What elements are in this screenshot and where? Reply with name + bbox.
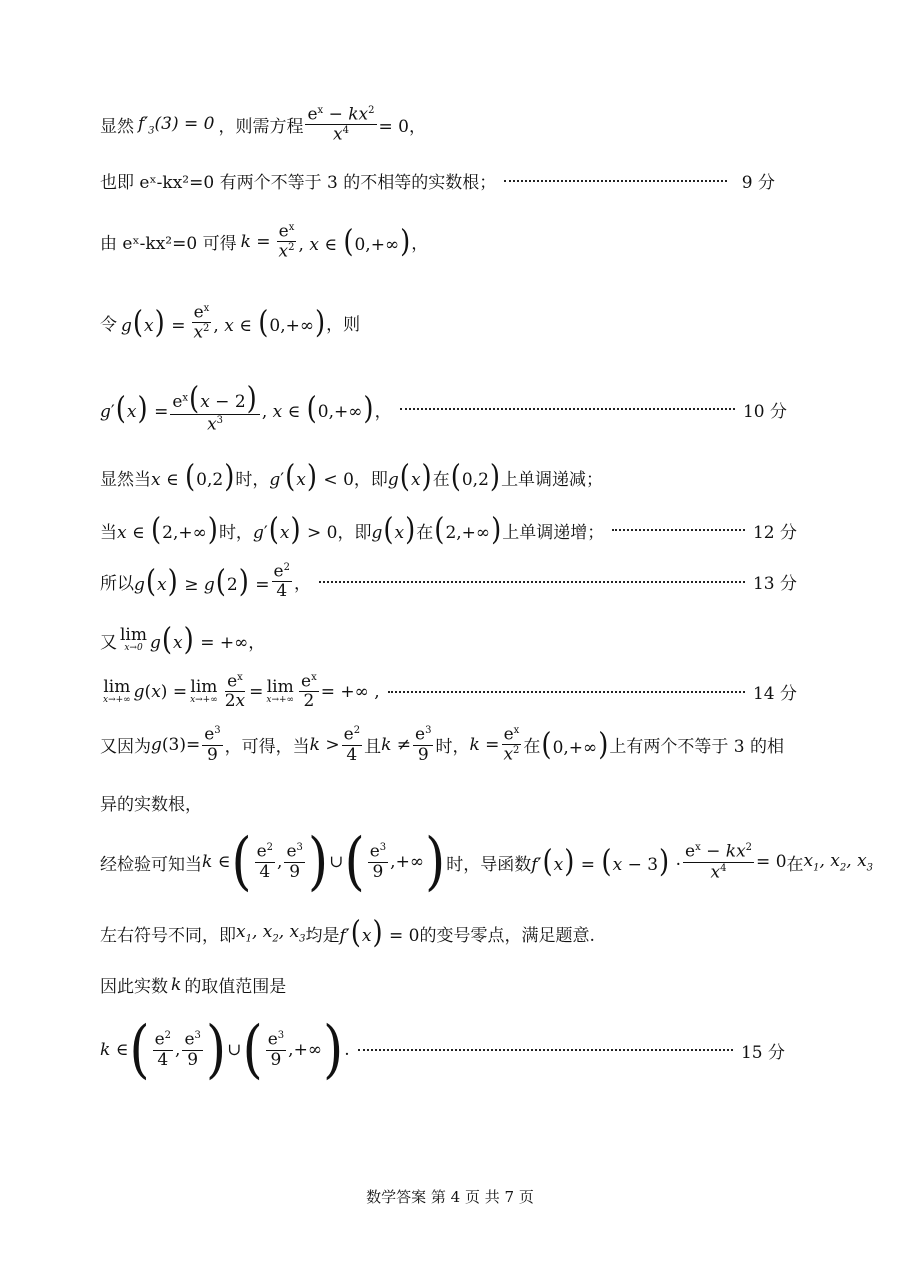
l7-ineq: g′(x) > 0	[252, 512, 338, 548]
l6-text3: ，即	[353, 469, 388, 490]
l5-score: 10 分	[742, 401, 787, 422]
l1-mid: ，则需方程	[218, 117, 304, 138]
l10-lim3: lim x→+∞	[266, 676, 295, 705]
l13-frac3: $\frac{e^3}{9}$	[369, 842, 387, 882]
l3-fraction: $\frac{e^x}{x^2}$	[278, 221, 295, 262]
l13-roots: $x_1$, $x_2$, $x_3$	[803, 850, 874, 874]
l6-text2: 时，	[235, 469, 270, 490]
l7-interval: (2,+∞)	[434, 512, 502, 548]
l4-suffix: ，则	[326, 315, 361, 336]
line-15	[100, 972, 286, 997]
l16-frac2: $\frac{e^3}{9}$	[184, 1030, 201, 1070]
l8-prefix: 所以	[100, 574, 134, 595]
l6-cond: x ∈ (0,2)	[151, 459, 235, 495]
l11-frac3: $\frac{e^3}{9}$	[415, 724, 432, 765]
l13-frac2: $\frac{e^3}{9}$	[286, 842, 303, 882]
l7-text1: 当	[100, 522, 117, 543]
l15-text1: 因此实数	[100, 977, 168, 997]
line-3	[100, 222, 428, 262]
l9-expr: g(x) = +∞	[150, 622, 249, 658]
l6-text4: 在	[432, 469, 450, 490]
line-8	[100, 562, 797, 601]
l6-g: g(x)	[387, 459, 432, 495]
l11-text2: ，可得，当	[224, 737, 310, 758]
l8-score: 13 分	[752, 574, 797, 595]
l4-fraction: $\frac{e^x}{x^2}$	[193, 302, 210, 343]
l13-zero: = 0	[756, 852, 787, 872]
l5-expr: g′(x) =	[100, 391, 169, 428]
l13-text2: 时，导函数	[446, 854, 532, 875]
l10-lim1: lim x→+∞	[103, 676, 131, 705]
l8-expr: g(x) ≥ g(2) =	[134, 563, 270, 600]
l10-lim2: lim x→+∞	[190, 676, 218, 705]
l11-interval: (0,+∞)	[541, 726, 609, 763]
l3-k: k =	[240, 231, 271, 252]
l4-prefix: 令	[100, 315, 117, 336]
line-11	[100, 725, 784, 765]
page-footer: 数学答案 第 4 页 共 7 页	[366, 1188, 534, 1206]
l13-text3: 在	[786, 854, 804, 875]
l6-text1: 显然当	[100, 469, 151, 490]
l9-prefix: 又	[100, 632, 117, 653]
l4-g: g(x) =	[121, 304, 186, 341]
line-1	[100, 105, 426, 145]
l11-g3: g(3)=	[151, 734, 201, 755]
line-4	[100, 303, 360, 343]
l10-frac1: $\frac{e^x}{2x}$	[224, 671, 246, 712]
l12-text: 异的实数根，	[100, 795, 202, 815]
l5-domain: , x ∈ (0,+∞)，	[261, 391, 392, 428]
l14-roots: $x_1$, $x_2$, $x_3$	[236, 921, 306, 945]
l13-k: k ∈	[202, 852, 231, 872]
line-16: k ∈ ( $\frac{e^2}{4}$ , $\frac{e^3}{9}$ ) ∪ ( $\frac{e^3}{9}$ ,+∞ ) . 15 分	[100, 1014, 785, 1086]
l11-text3: 且	[364, 737, 382, 758]
dot-leader	[400, 408, 735, 410]
l14-text1: 左右符号不同，即	[100, 925, 236, 946]
l15-k: k	[171, 974, 182, 995]
l5-fraction: $\frac{e^x(x - 2)}{x^3}$	[170, 385, 259, 434]
l11-text6: 上有两个不等于 3 的相	[609, 737, 784, 758]
l13-frac4: $\frac{e^x - kx^2}{x^4}$	[685, 841, 753, 883]
l1-suffix: = 0，	[378, 117, 426, 138]
line-13: 经检验可知当 k ∈ ( $\frac{e^2}{4}$ , $\frac{e^3}{9}$ ) ∪ ( $\frac{e^3}{9}$ ,+∞ ) 时，导函数 f′(x) = (x − 3) · $\frac{e^x - kx^2}{x^4}$ = 0 在 $x_1$, $x_2$, $x_3$	[100, 826, 874, 898]
l11-k2: k ≠	[381, 734, 412, 755]
l1-expr: $f'_3(3) = 0$	[138, 113, 215, 137]
l14-text3: 的变号零点，满足题意.	[419, 925, 595, 946]
l13-frac1: $\frac{e^2}{4}$	[256, 842, 274, 882]
l10-frac2: $\frac{e^x}{2}$	[301, 671, 317, 712]
l16-k: k ∈	[100, 1040, 129, 1060]
line-2	[100, 168, 775, 193]
l10-eq: =	[249, 681, 264, 702]
l6-text5: 上单调递减；	[501, 469, 604, 490]
line-7	[100, 512, 797, 548]
dot-leader	[388, 691, 745, 693]
l10-g: g(x) =	[133, 681, 188, 702]
l11-k1: k >	[309, 734, 340, 755]
l6-ineq: g′(x) < 0	[269, 459, 354, 495]
l16-frac3: $\frac{e^3}{9}$	[267, 1030, 285, 1070]
l2-text: 也即 eˣ-kx²=0 有两个不等于 3 的不相等的实数根；	[100, 173, 497, 193]
l10-score: 14 分	[752, 684, 797, 705]
line-12	[100, 790, 202, 815]
l9-lim: lim x→0	[120, 625, 147, 653]
line-14	[100, 915, 595, 951]
line-5	[100, 380, 787, 435]
l16-frac1: $\frac{e^2}{4}$	[154, 1030, 172, 1070]
l10-result: = +∞ ,	[320, 681, 380, 702]
l7-text4: 在	[416, 522, 434, 543]
l4-domain: , x ∈ (0,+∞)	[213, 304, 326, 341]
l13-text1: 经检验可知当	[100, 854, 202, 875]
l11-text1: 又因为	[100, 737, 151, 758]
l11-text5: 在	[523, 737, 541, 758]
l7-score: 12 分	[752, 522, 797, 543]
dot-leader	[612, 529, 745, 531]
l1-prefix: 显然	[100, 117, 134, 138]
l3-domain: , x ∈ (0,+∞)	[298, 223, 411, 260]
l3-suffix: ，	[411, 234, 429, 255]
l2-score: 9 分	[741, 173, 775, 193]
l11-text4: 时，	[435, 737, 470, 758]
l14-text2: 均是	[305, 925, 340, 946]
line-9	[100, 622, 266, 658]
l9-suffix: ，	[248, 632, 266, 653]
l15-text2: 的取值范围是	[184, 977, 287, 997]
l13-fprime: f′(x) = (x − 3) ·	[531, 844, 682, 880]
dot-leader	[319, 581, 745, 583]
l3-prefix: 由 eˣ-kx²=0 可得	[100, 234, 237, 255]
l8-comma: ，	[293, 574, 311, 595]
l1-fraction: $\frac{e^x - kx^2}{x^4}$	[307, 104, 375, 145]
l11-k3: k =	[469, 734, 500, 755]
l7-text5: 上单调递增；	[502, 522, 605, 543]
l11-frac1: $\frac{e^3}{9}$	[204, 724, 221, 765]
l8-fraction: $\frac{e^2}{4}$	[273, 561, 290, 602]
dot-leader	[504, 180, 727, 182]
l11-frac2: $\frac{e^2}{4}$	[343, 724, 361, 765]
line-10	[100, 672, 797, 711]
l16-score: 15 分	[740, 1042, 785, 1063]
l7-text3: ，即	[337, 522, 372, 543]
l7-g: g(x)	[371, 512, 416, 548]
l11-frac4: $\frac{e^x}{x^2}$	[503, 724, 520, 765]
l7-cond: x ∈ (2,+∞)	[117, 512, 218, 548]
l6-interval: (0,2)	[450, 459, 501, 495]
dot-leader	[358, 1049, 733, 1051]
l7-text2: 时，	[218, 522, 253, 543]
line-6	[100, 459, 604, 495]
l14-fprime: f′(x) = 0	[339, 915, 420, 951]
